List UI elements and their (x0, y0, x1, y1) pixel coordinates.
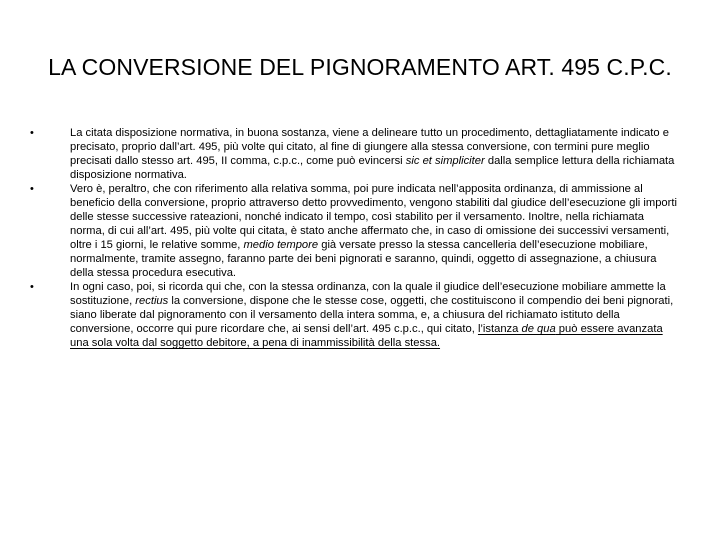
bullet-text (70, 126, 680, 182)
bullet-item (30, 126, 680, 182)
bullet-item (30, 280, 680, 350)
text-segment-italic: medio tempore (243, 239, 319, 251)
text-segment-italic: sic et simpliciter (405, 155, 485, 167)
bullet-text (70, 280, 680, 350)
bullet-text (70, 182, 680, 280)
text-segment: La citata disposizione normativa, in buona sostanza, viene a delineare tutto un procedimento, dettagliatamente indicato e precisato, proprio dall’art. 495, più volte qui citato, al fine di giungere alla stessa conversione, con termini pure meglio precisati dallo stesso art. 495, II comma, c.p.c., come può evincersi (70, 127, 669, 167)
slide-title: LA CONVERSIONE DEL PIGNORAMENTO ART. 495 C.P.C. (48, 54, 672, 80)
text-segment: già versate presso la stessa cancelleria dell’esecuzione mobiliare, normalmente, tramite assegno, faranno parte dei beni pignorati e saranno, quindi, oggetto di assegnazione, a chiusura della stessa procedura esecutiva. (70, 239, 657, 279)
text-segment-underlined-italic: de qua (521, 323, 556, 335)
text-segment: In ogni caso, poi, si ricorda qui che, con la stessa ordinanza, con la quale il giudice dell’esecuzione mobiliare ammette la sostituzione, (70, 281, 666, 307)
text-segment: Vero è, peraltro, che con riferimento alla relativa somma, poi pure indicata nell’apposita ordinanza, di ammissione al beneficio della conversione, proprio attraverso detto provvedimento, vengono stabiliti dal giudice dell’esecuzione gli importi delle stesse successive rateazioni, nonché indicato il tempo, così stabilito per il versamento. Inoltre, nella richiamata norma, di cui all’art. 495, più volte qui citata, è stato anche affermato che, in caso di omissione dei successivi versamenti, oltre i 15 giorni, le relative somme, (70, 183, 677, 251)
text-segment-italic: rectius (135, 295, 169, 307)
text-segment: la conversione, dispone che le stesse cose, oggetti, che costituiscono il compendio dei beni pignorati, siano liberate dal pignoramento con il versamento della intera somma, e, a chiusura del richiamato istituto della conversione, occorre qui pure ricordare che, ai sensi dell’art. 495 c.p.c., qui citato, (70, 295, 674, 335)
bullet-item (30, 182, 680, 280)
text-segment-underlined: può essere avanzata una sola volta dal soggetto debitore, a pena di inammissibilità della stessa. (70, 323, 663, 349)
bullet-dot-icon: • (30, 127, 34, 139)
bullet-list (30, 126, 680, 350)
bullet-dot-icon: • (30, 183, 34, 195)
text-segment-underlined: l’istanza (477, 323, 522, 335)
text-segment: dalla semplice lettura della richiamata disposizione normativa. (70, 155, 675, 181)
bullet-dot-icon: • (30, 281, 34, 293)
